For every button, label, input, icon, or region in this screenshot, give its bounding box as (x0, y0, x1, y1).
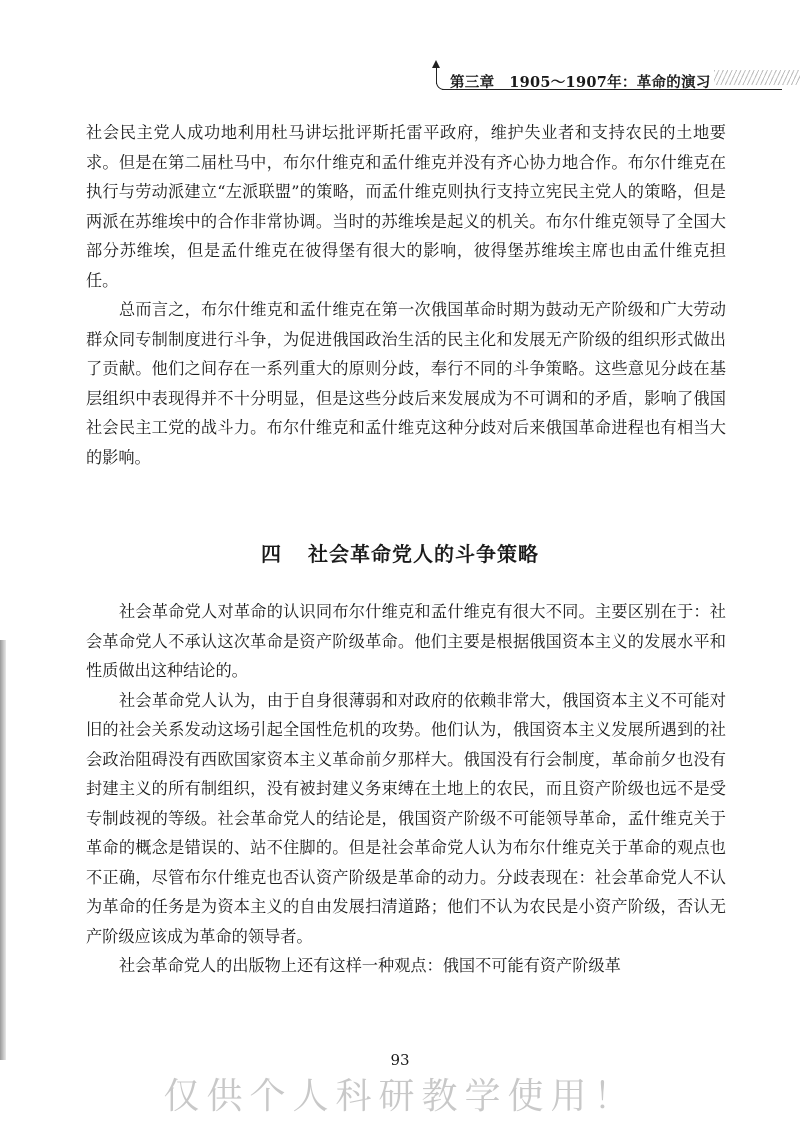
body-text-bottom (86, 597, 726, 981)
paragraph: 社会革命党人的出版物上还有这样一种观点：俄国不可能有资产阶级革 (119, 956, 621, 975)
paragraph: 社会革命党人认为，由于自身很薄弱和对政府的依赖非常大，俄国资本主义不可能对旧的社会关系发动这场引起全国性危机的攻势。他们认为，俄国资本主义发展所遇到的社会政治阻碍没有西欧国家资本主义革命前夕那样大。俄国没有行会制度，革命前夕也没有封建主义的所有制组织，没有被封建义务束缚在土地上的农民，而且资产阶级也远不是受专制歧视的等级。社会革命党人的结论是，俄国资产阶级不可能领导革命，孟什维克关于革命的概念是错误的、站不住脚的。但是社会革命党人认为布尔什维克关于革命的观点也不正确，尽管布尔什维克也否认资产阶级是革命的动力。分歧表现在：社会革命党人不认为革命的任务是为资本主义的自由发展扫清道路；他们不认为农民是小资产阶级，否认无产阶级应该成为革命的领导者。 (86, 690, 726, 946)
page-edge-shadow (0, 640, 6, 1060)
chapter-title: 第三章 1905～1907年：革命的演习 (450, 74, 711, 91)
running-header (432, 60, 800, 100)
header-hatch-decoration (714, 70, 800, 85)
body-text-top (86, 118, 726, 472)
page-number: 93 (390, 1051, 410, 1069)
section-number: 四 (261, 542, 282, 566)
watermark: 仅供个人科研教学使用！ (163, 1076, 637, 1117)
section-title: 社会革命党人的斗争策略 (308, 542, 539, 566)
paragraph: 总而言之，布尔什维克和孟什维克在第一次俄国革命时期为鼓动无产阶级和广大劳动群众同专制制度进行斗争，为促进俄国政治生活的民主化和发展无产阶级的组织形式做出了贡献。他们之间存在一系列重大的原则分歧，奉行不同的斗争策略。这些意见分歧在基层组织中表现得并不十分明显，但是这些分歧后来发展成为不可调和的矛盾，影响了俄国社会民主工党的战斗力。布尔什维克和孟什维克这种分歧对后来俄国革命进程也有相当大的影响。 (86, 300, 726, 467)
section-heading (0, 538, 800, 567)
paragraph: 社会民主党人成功地利用杜马讲坛批评斯托雷平政府，维护失业者和支持农民的土地要求。但是在第二届杜马中，布尔什维克和孟什维克并没有齐心协力地合作。布尔什维克在执行与劳动派建立“左派联盟”的策略，而孟什维克则执行支持立宪民主党人的策略，但是两派在苏维埃中的合作非常协调。当时的苏维埃是起义的机关。布尔什维克领导了全国大部分苏维埃，但是孟什维克在彼得堡有很大的影响，彼得堡苏维埃主席也由孟什维克担任。 (86, 123, 726, 290)
paragraph: 社会革命党人对革命的认识同布尔什维克和孟什维克有很大不同。主要区别在于：社会革命党人不承认这次革命是资产阶级革命。他们主要是根据俄国资本主义的发展水平和性质做出这种结论的。 (86, 602, 726, 680)
